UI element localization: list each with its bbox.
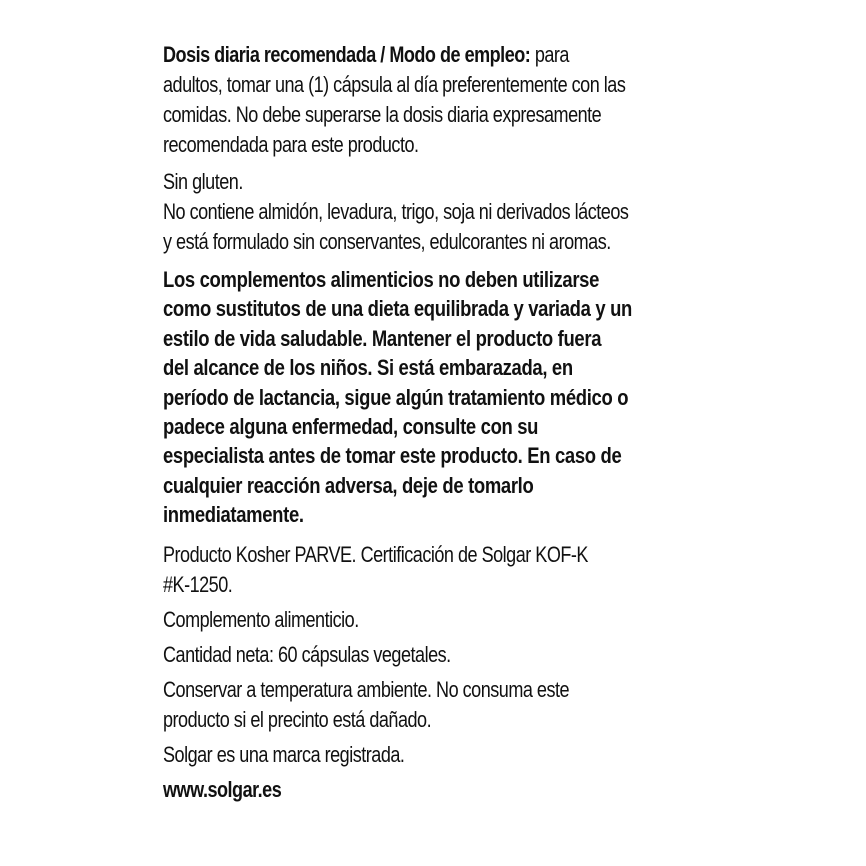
- dosage-paragraph: [163, 40, 723, 160]
- dosage-line-2: adultos, tomar una (1) cápsula al día preferentemente con las: [163, 72, 626, 97]
- dosage-heading: Dosis diaria recomendada / Modo de empleo:: [163, 42, 531, 67]
- warning-paragraph: [163, 265, 723, 530]
- gluten-free-line: Sin gluten.: [163, 169, 243, 194]
- warning-line: especialista antes de tomar este producto. En caso de: [163, 443, 622, 469]
- net-quantity-line: Cantidad neta: 60 cápsulas vegetales.: [163, 641, 451, 667]
- warning-line: estilo de vida saludable. Mantener el producto fuera: [163, 325, 602, 351]
- warning-line: como sustitutos de una dieta equilibrada y variada y un: [163, 296, 632, 322]
- free-from-line-1: No contiene almidón, levadura, trigo, soja ni derivados lácteos: [163, 199, 629, 224]
- storage-line-2: producto si el precinto está dañado.: [163, 706, 432, 732]
- dosage-line-4: recomendada para este producto.: [163, 132, 419, 157]
- storage-line-1: Conservar a temperatura ambiente. No consuma este: [163, 676, 570, 702]
- free-from-line-2: y está formulado sin conservantes, edulcorantes ni aromas.: [163, 229, 611, 254]
- dosage-line-1: [163, 40, 723, 70]
- product-label-text: [163, 40, 723, 810]
- warning-line: padece alguna enfermedad, consulte con su: [163, 414, 539, 440]
- trademark-paragraph: [163, 740, 723, 770]
- website-link[interactable]: www.solgar.es: [163, 776, 282, 802]
- website-paragraph: [163, 775, 723, 805]
- warning-line: cualquier reacción adversa, deje de tomarlo: [163, 472, 534, 498]
- warning-line: Los complementos alimenticios no deben utilizarse: [163, 267, 600, 292]
- supplement-paragraph: [163, 605, 723, 635]
- dosage-line-3: comidas. No debe superarse la dosis diaria expresamente: [163, 102, 602, 127]
- net-quantity-paragraph: [163, 640, 723, 670]
- kosher-line-1: Producto Kosher PARVE. Certificación de Solgar KOF-K: [163, 541, 588, 567]
- storage-paragraph: [163, 675, 723, 735]
- kosher-paragraph: [163, 540, 723, 600]
- warning-line: inmediatamente.: [163, 502, 304, 528]
- kosher-line-2: #K-1250.: [163, 571, 233, 597]
- trademark-line: Solgar es una marca registrada.: [163, 741, 405, 767]
- warning-line: período de lactancia, sigue algún tratamiento médico o: [163, 384, 629, 410]
- supplement-line: Complemento alimenticio.: [163, 606, 359, 632]
- dosage-text: para: [530, 42, 569, 67]
- warning-line: del alcance de los niños. Si está embarazada, en: [163, 355, 573, 381]
- free-from-paragraph: [163, 167, 723, 257]
